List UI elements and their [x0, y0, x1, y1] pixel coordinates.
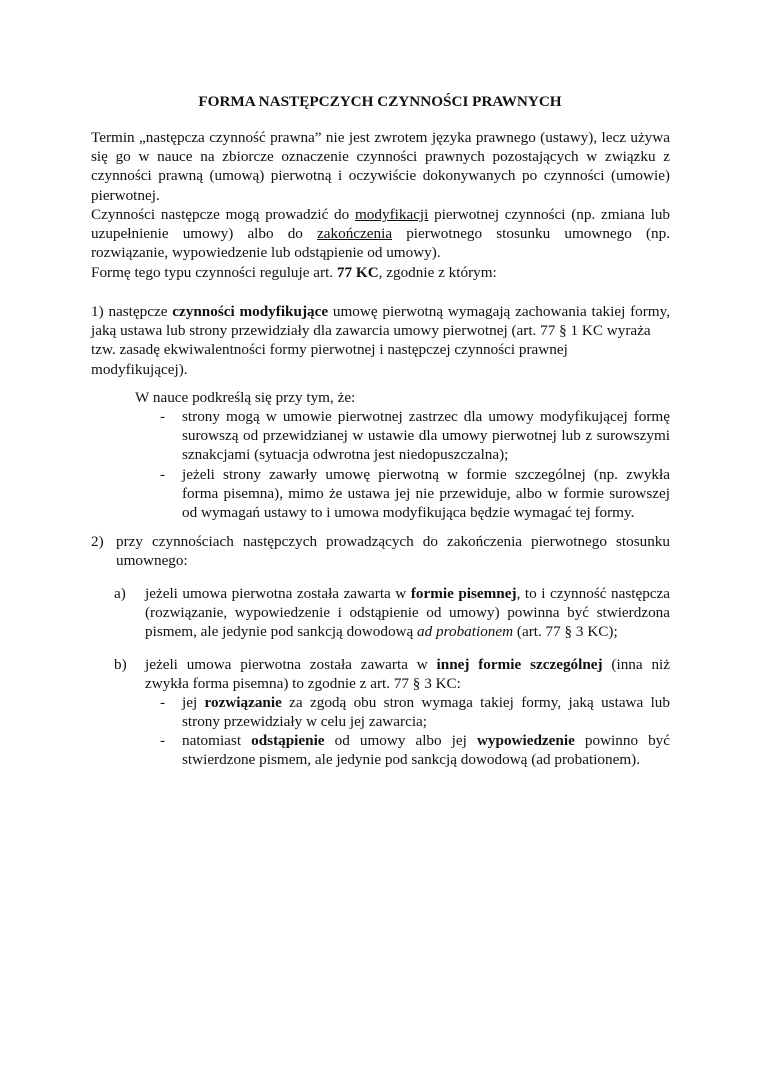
bold-term: odstąpienie — [251, 732, 325, 749]
text-line: czynności prawną (umową) pierwotną i oczywiście dokonywanych po czynności (umowie) — [91, 167, 670, 185]
text-line: jaką ustawa lub strony przewidziały dla zawarcia umowy pierwotnej (art. 77 § 1 KC wyraża — [91, 322, 651, 340]
text-line: od wymagań ustawy to i umowa modyfikująca będzie wymagać tej formy. — [182, 504, 635, 522]
bold-term: innej formie szczególnej — [436, 656, 603, 673]
text-line: zwykła forma pisemna) to zgodnie z art. 77 § 3 KC: — [145, 675, 461, 693]
point-1 — [91, 302, 670, 379]
list-letter: a) — [114, 585, 126, 602]
text-line: jeżeli umowa pierwotna została zawarta w innej formie szczególnej (inna niż — [145, 656, 670, 673]
text-line: W nauce podkreślą się przy tym, że: — [135, 389, 356, 406]
underlined-term: zakończenia — [317, 225, 393, 243]
dash-bullet: - — [160, 408, 166, 425]
text-line: (rozwiązanie, wypowiedzenie i odstąpienie od umowy) powinna być stwierdzona — [145, 604, 670, 622]
bold-term: 77 KC — [336, 264, 379, 281]
point-2b-dash-1 — [160, 693, 670, 731]
text-line: forma pisemna), mimo że ustawa jej nie przewiduje, albo w formie surowszej — [182, 485, 670, 503]
dash-bullet: - — [160, 694, 166, 711]
doctrine-lead — [135, 388, 670, 407]
text-line: strony przewidziały w celu jej zawarcia; — [182, 713, 427, 731]
intro-paragraph — [91, 128, 670, 205]
list-letter: b) — [114, 656, 127, 673]
point-2b-dash-2 — [160, 731, 670, 769]
text-line: sznakcjami (sytuacja odwrotna jest niedopuszczalna); — [182, 446, 509, 464]
text-line: pismem, ale jedynie pod sankcją dowodową ad probationem (art. 77 § 3 KC); — [145, 623, 618, 641]
regulation-paragraph — [91, 263, 670, 282]
doctrine-bullet-2 — [160, 465, 670, 523]
underlined-term: modyfikacji — [354, 206, 429, 223]
text-line: umownego: — [116, 552, 188, 570]
text-line: jeżeli umowa pierwotna została zawarta w formie pisemnej, to i czynność następcza — [145, 585, 671, 602]
dash-bullet: - — [160, 732, 166, 749]
text-line: Formę tego typu czynności reguluje art. 77 KC, zgodnie z którym: — [91, 264, 497, 281]
text-line: się go w nauce na zbiorcze oznaczenie czynności prawnych pozostających w związku z — [91, 148, 670, 166]
doctrine-bullet-1 — [160, 407, 670, 465]
text-line: stwierdzone pismem, ale jedynie pod sankcją dowodową (ad probationem). — [182, 751, 641, 769]
italic-term: ad probationem — [417, 623, 514, 641]
text-line: Czynności następcze mogą prowadzić do modyfikacji pierwotnej czynności (np. zmiana lub — [91, 206, 671, 223]
text-line: pierwotnej. — [91, 186, 160, 204]
document-title: FORMA NASTĘPCZYCH CZYNNOŚCI PRAWNYCH — [198, 93, 562, 110]
text-line: Termin „następcza czynność prawna” nie jest zwrotem języka prawnego (ustawy), lecz używa — [91, 129, 670, 146]
point-2b — [114, 655, 670, 693]
dash-bullet: - — [160, 466, 166, 483]
point-2a — [114, 584, 670, 642]
bold-term: czynności modyfikujące — [172, 303, 329, 320]
text-line: modyfikującej). — [91, 360, 188, 378]
bold-term: formie pisemnej — [410, 585, 517, 602]
point-2 — [91, 532, 670, 570]
text-line: tzw. zasadę ekwiwalentności formy pierwotnej i następczej czynności prawnej — [91, 341, 568, 359]
bold-term: rozwiązanie — [204, 694, 282, 711]
text-line: jej rozwiązanie za zgodą obu stron wymaga takiej formy, jaką ustawa lub — [182, 694, 670, 711]
text-line: surowszą od przewidzianej w ustawie dla umowy pierwotnej lub z surowszymi — [182, 427, 670, 445]
text-line: natomiast odstąpienie od umowy albo jej wypowiedzenie powinno być — [182, 732, 671, 749]
list-number: 2) — [91, 533, 104, 550]
intro-paragraph-2 — [91, 205, 670, 263]
text-line: uzupełnienie umowy) albo do zakończenia pierwotnego stosunku umownego (np. — [91, 225, 671, 243]
bold-term: wypowiedzenie — [476, 732, 575, 749]
text-line: jeżeli strony zawarły umowę pierwotną w formie szczególnej (np. zwykła — [182, 466, 670, 483]
text-line: rozwiązanie, wypowiedzenie lub odstąpienie od umowy). — [91, 244, 441, 262]
text-line: strony mogą w umowie pierwotnej zastrzec dla umowy modyfikującej formę — [182, 408, 670, 425]
text-line: przy czynnościach następczych prowadzących do zakończenia pierwotnego stosunku — [116, 533, 670, 550]
text-line: 1) następcze czynności modyfikujące umowę pierwotną wymagają zachowania takiej formy, — [91, 303, 670, 320]
